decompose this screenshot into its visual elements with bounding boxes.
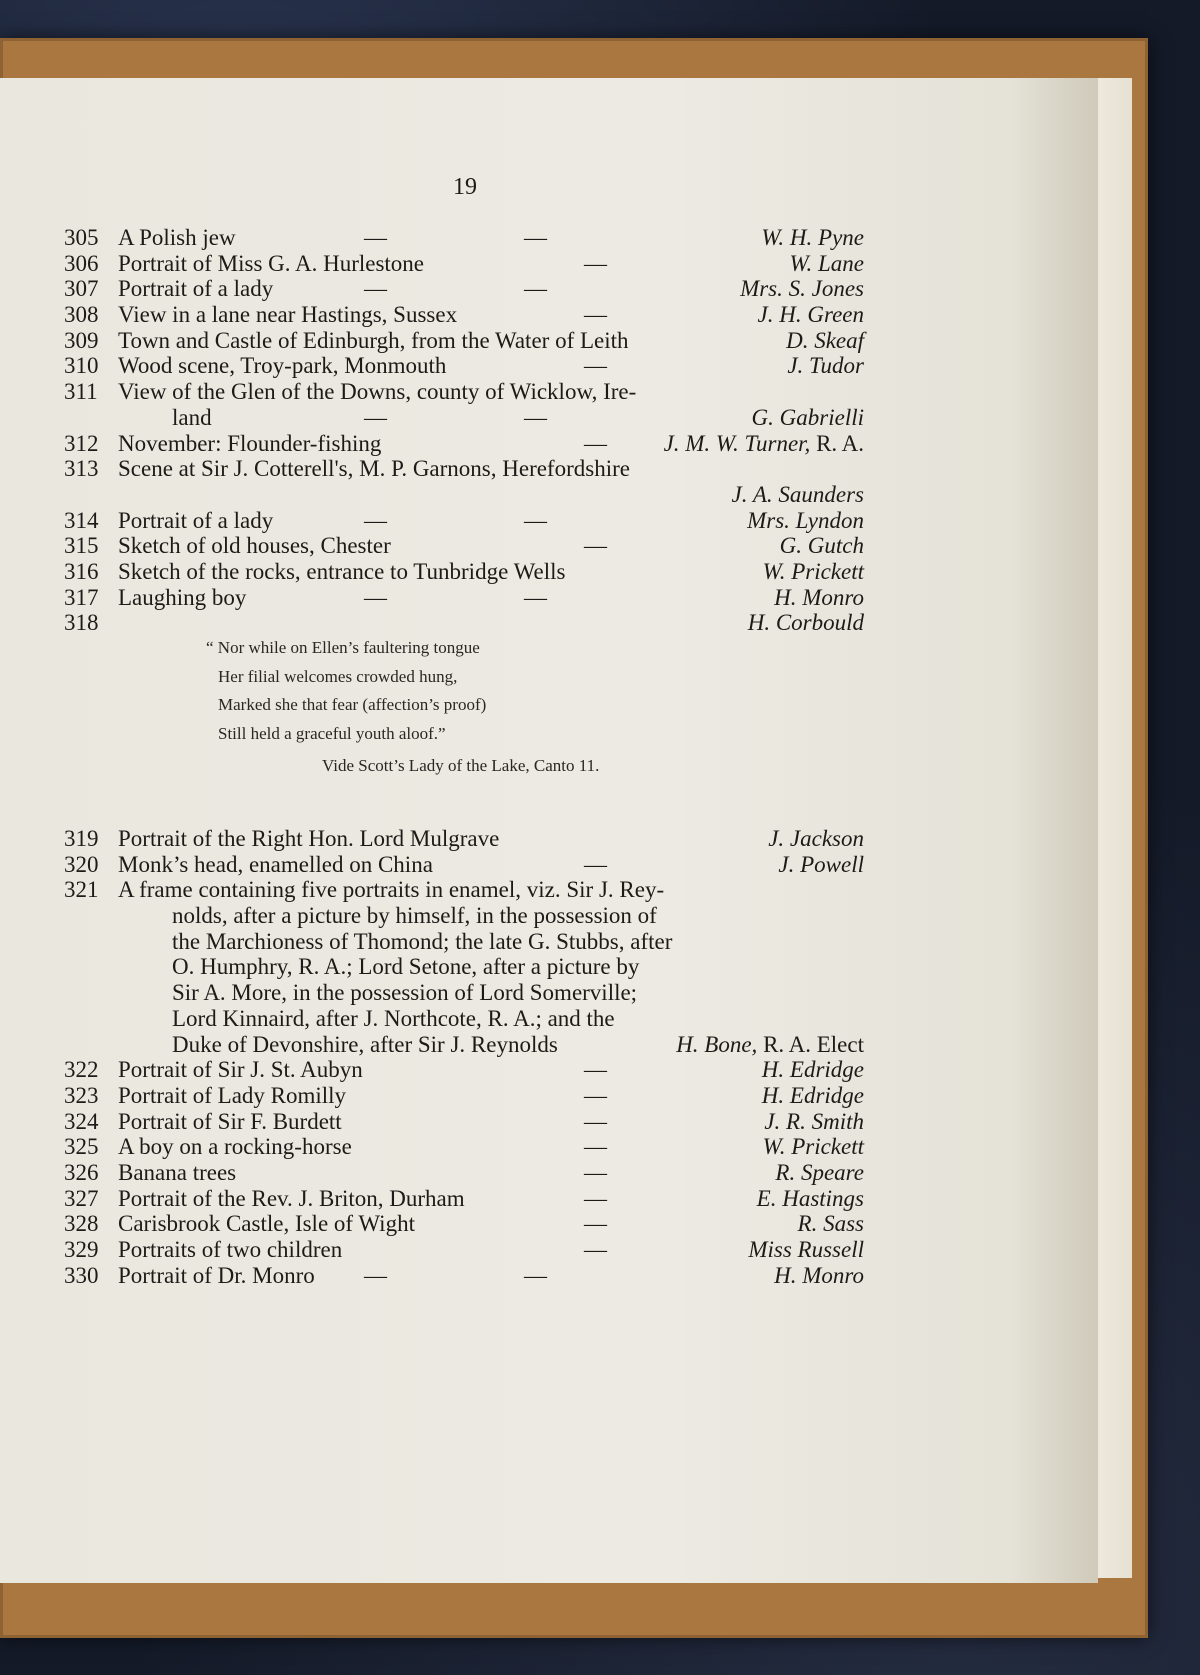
entry-artist <box>761 225 864 251</box>
entry-title: Portrait of Miss G. A. Hurlestone <box>118 250 425 276</box>
entry-artist <box>740 276 864 302</box>
entry-title: Portrait of Lady Romilly <box>118 1082 347 1108</box>
catalogue-entry <box>64 405 864 431</box>
entry-number: 315 <box>64 533 99 559</box>
entry-artist <box>798 1211 864 1237</box>
catalogue-entry <box>64 610 864 636</box>
entry-number: 305 <box>64 225 99 250</box>
entry-artist <box>774 585 864 611</box>
catalogue-entry <box>64 1057 864 1083</box>
entry-number: 321 <box>64 877 99 903</box>
entry-artist <box>752 405 864 431</box>
artist-name: W. Prickett <box>762 1134 864 1160</box>
entry-artist <box>787 353 864 379</box>
entry-artist <box>763 559 864 585</box>
entry-artist <box>763 1134 864 1160</box>
catalogue-entry <box>64 225 864 251</box>
artist-name: Mrs. S. Jones <box>740 276 864 302</box>
artist-name: H. Monro <box>774 584 864 610</box>
catalogue-entry <box>64 533 864 559</box>
entry-number: 314 <box>64 507 99 533</box>
entry-title: Banana trees <box>118 1159 237 1185</box>
catalogue-entry <box>64 302 864 328</box>
entry-number: 308 <box>64 302 99 328</box>
artist-name: W. Prickett <box>762 558 864 584</box>
entry-title: Portrait of the Rev. J. Briton, Durham <box>118 1185 465 1211</box>
entry-artist <box>789 251 864 277</box>
entry-number: 329 <box>64 1237 99 1262</box>
entry-number: 322 <box>64 1057 99 1083</box>
catalogue-entry <box>64 559 864 585</box>
entry-artist <box>748 1237 864 1263</box>
catalogue-entry <box>64 1134 864 1160</box>
entry-title: Portrait of a lady <box>118 507 274 533</box>
entry-number: 319 <box>64 826 99 851</box>
entry-title: Portrait of the Right Hon. Lord Mulgrave <box>118 826 500 851</box>
catalogue-entry <box>64 508 864 534</box>
artist-name: W. Lane <box>789 250 864 276</box>
entry-number: 307 <box>64 276 99 302</box>
artist-name: Mrs. Lyndon <box>747 507 864 533</box>
artist-name: J. M. W. Turner, <box>663 430 811 456</box>
entry-artist <box>747 508 864 534</box>
catalogue-entry <box>64 328 864 354</box>
artist-name: J. A. Saunders <box>731 481 864 507</box>
dash-separator: — <box>524 276 547 302</box>
entry-title: Sketch of old houses, Chester <box>118 533 391 559</box>
dash-separator: — <box>364 1262 387 1288</box>
entry-artist <box>732 482 864 508</box>
dash-separator: — <box>584 353 607 379</box>
catalogue-entry <box>64 482 864 508</box>
catalogue-entry <box>64 1211 864 1237</box>
entry-number: 306 <box>64 250 99 276</box>
dash-separator: — <box>524 225 547 250</box>
entry-artist <box>748 610 864 636</box>
entry-title: Laughing boy <box>118 584 247 610</box>
catalogue-page <box>0 78 1098 1583</box>
quote-line: Her filial welcomes crowded hung, <box>218 666 458 686</box>
entry-title: Portrait of Sir F. Burdett <box>118 1108 342 1134</box>
entry-number: 312 <box>64 430 99 456</box>
catalogue-entry <box>64 1006 864 1032</box>
entry-number: 316 <box>64 558 99 584</box>
dash-separator: — <box>584 1237 607 1262</box>
entry-artist <box>768 826 864 852</box>
artist-name: J. Powell <box>778 851 864 877</box>
quote-source: Vide Scott’s Lady of the Lake, Canto 11. <box>322 756 600 775</box>
entry-title: Town and Castle of Edinburgh, from the Water of Leith <box>118 327 629 353</box>
dash-separator: — <box>364 225 387 250</box>
dash-separator: — <box>524 1262 547 1288</box>
entry-number: 328 <box>64 1211 99 1237</box>
entry-title: Wood scene, Troy-park, Monmouth <box>118 353 447 379</box>
quote-line: Marked she that fear (affection’s proof) <box>218 695 487 714</box>
entry-title: Portrait of Dr. Monro <box>118 1262 315 1288</box>
artist-name: W. H. Pyne <box>761 225 864 250</box>
catalogue-entry <box>64 903 864 929</box>
entry-title: View of the Glen of the Downs, county of Wicklow, Ire- <box>118 379 637 405</box>
artist-name: R. Sass <box>797 1211 864 1237</box>
artist-name: H. Monro <box>774 1262 864 1288</box>
entry-number: 311 <box>64 379 98 405</box>
dash-separator: — <box>584 1057 607 1083</box>
entry-number: 310 <box>64 353 99 379</box>
catalogue-entry <box>64 1109 864 1135</box>
dash-separator: — <box>524 584 547 610</box>
dash-separator: — <box>524 404 547 430</box>
artist-name: H. Edridge <box>761 1082 864 1108</box>
dash-separator: — <box>584 533 607 559</box>
artist-name: Miss Russell <box>748 1237 864 1262</box>
dash-separator: — <box>584 1159 607 1185</box>
catalogue-entry <box>64 980 864 1006</box>
artist-name: E. Hastings <box>756 1185 864 1211</box>
catalogue-entry <box>64 251 864 277</box>
entry-number: 324 <box>64 1108 99 1134</box>
entry-title: O. Humphry, R. A.; Lord Setone, after a picture by <box>172 954 640 980</box>
entry-title: Monk’s head, enamelled on China <box>118 851 433 877</box>
entry-title: Scene at Sir J. Cotterell's, M. P. Garnons, Herefordshire <box>118 456 630 482</box>
entry-artist <box>764 1109 864 1135</box>
catalogue-list-top <box>64 225 864 636</box>
entry-number: 317 <box>64 584 99 610</box>
entry-title: Carisbrook Castle, Isle of Wight <box>118 1211 415 1237</box>
page-number: 19 <box>453 174 477 200</box>
catalogue-entry <box>64 1160 864 1186</box>
entry-title: View in a lane near Hastings, Sussex <box>118 302 458 328</box>
entry-number: 330 <box>64 1262 99 1288</box>
catalogue-entry <box>64 353 864 379</box>
entry-artist <box>757 1186 864 1212</box>
entry-number: 326 <box>64 1159 99 1185</box>
catalogue-entry <box>64 585 864 611</box>
artist-name: J. R. Smith <box>764 1108 864 1134</box>
artist-name: H. Corbould <box>747 610 864 636</box>
dash-separator: — <box>364 276 387 302</box>
catalogue-entry <box>64 1032 864 1058</box>
catalogue-entry <box>64 1083 864 1109</box>
entry-number: 325 <box>64 1134 99 1160</box>
catalogue-entry <box>64 929 864 955</box>
artist-name: D. Skeaf <box>786 327 864 353</box>
entry-title: Portrait of Sir J. St. Aubyn <box>118 1057 363 1083</box>
entry-title: Portrait of a lady <box>118 276 274 302</box>
dash-separator: — <box>584 1082 607 1108</box>
entry-title: Sir A. More, in the possession of Lord Somerville; <box>172 980 638 1006</box>
entry-title: A boy on a rocking-horse <box>118 1134 352 1160</box>
entry-title: A frame containing five portraits in enamel, viz. Sir J. Rey- <box>118 877 665 903</box>
entry-artist <box>762 1083 864 1109</box>
entry-number: 318 <box>64 610 99 636</box>
catalogue-entry <box>64 877 864 903</box>
entry-number: 313 <box>64 456 99 482</box>
entry-title: nolds, after a picture by himself, in the possession of <box>172 903 657 929</box>
entry-artist <box>786 328 864 354</box>
dash-separator: — <box>524 507 547 533</box>
entry-artist <box>664 431 864 457</box>
entry-artist <box>774 1263 864 1289</box>
artist-name: H. Bone, <box>676 1031 758 1057</box>
artist-name: G. Gutch <box>779 533 864 559</box>
catalogue-entry <box>64 826 864 852</box>
artist-name: J. H. Green <box>757 302 864 328</box>
artist-name: J. Tudor <box>787 353 864 379</box>
catalogue-entry <box>64 1237 864 1263</box>
entry-title: Portraits of two children <box>118 1237 343 1262</box>
entry-title: land <box>172 404 212 430</box>
dash-separator: — <box>364 584 387 610</box>
artist-suffix: R. A. <box>810 430 864 456</box>
artist-name: H. Edridge <box>761 1057 864 1083</box>
entry-number: 320 <box>64 851 99 877</box>
catalogue-entry <box>64 431 864 457</box>
artist-name: J. Jackson <box>768 826 864 851</box>
catalogue-entry <box>64 1263 864 1289</box>
dash-separator: — <box>364 507 387 533</box>
dash-separator: — <box>584 1211 607 1237</box>
dash-separator: — <box>364 404 387 430</box>
entry-artist <box>775 1160 864 1186</box>
dash-separator: — <box>584 430 607 456</box>
dash-separator: — <box>584 302 607 328</box>
entry-artist <box>758 302 864 328</box>
artist-suffix: R. A. Elect <box>757 1031 864 1057</box>
catalogue-entry <box>64 1186 864 1212</box>
catalogue-list-bottom <box>64 826 864 1288</box>
entry-title: Sketch of the rocks, entrance to Tunbridge Wells <box>118 558 566 584</box>
catalogue-entry <box>64 456 864 482</box>
entry-title: Lord Kinnaird, after J. Northcote, R. A.; and the <box>172 1005 615 1031</box>
entry-number: 309 <box>64 327 99 353</box>
entry-artist <box>778 852 864 878</box>
entry-title: Duke of Devonshire, after Sir J. Reynolds <box>172 1031 558 1057</box>
entry-artist <box>762 1057 864 1083</box>
dash-separator: — <box>584 851 607 877</box>
entry-number: 327 <box>64 1185 99 1211</box>
dash-separator: — <box>584 250 607 276</box>
dash-separator: — <box>584 1134 607 1160</box>
entry-artist <box>780 533 864 559</box>
catalogue-entry <box>64 276 864 302</box>
entry-title: A Polish jew <box>118 225 236 250</box>
entry-title: the Marchioness of Thomond; the late G. Stubbs, after <box>172 928 673 954</box>
catalogue-entry <box>64 954 864 980</box>
entry-number: 323 <box>64 1082 99 1108</box>
verse-quotation <box>206 634 738 776</box>
quote-line: Still held a graceful youth aloof.” <box>218 723 446 743</box>
dash-separator: — <box>584 1108 607 1134</box>
catalogue-entry <box>64 852 864 878</box>
entry-artist <box>676 1032 864 1058</box>
quote-line: “ Nor while on Ellen’s faultering tongue <box>206 638 480 657</box>
catalogue-entry <box>64 379 864 405</box>
entry-title: November: Flounder-fishing <box>118 430 382 456</box>
artist-name: R. Speare <box>775 1159 864 1185</box>
dash-separator: — <box>584 1185 607 1211</box>
artist-name: G. Gabrielli <box>751 404 864 430</box>
